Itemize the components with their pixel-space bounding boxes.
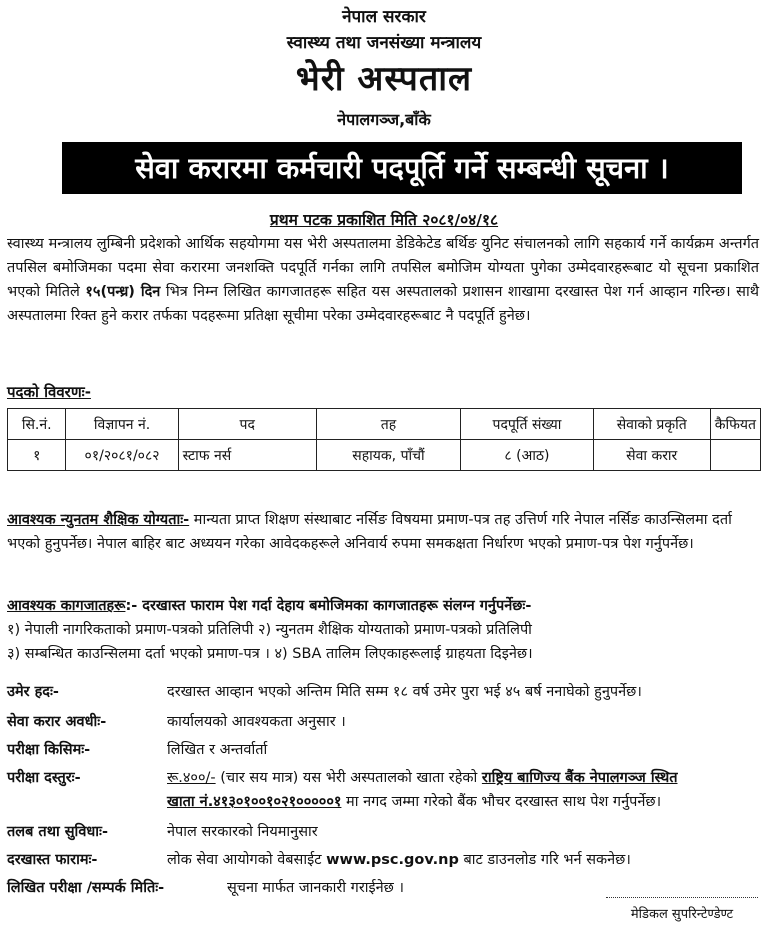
fee-label: परीक्षा दस्तुरः- bbox=[7, 770, 81, 786]
form-text-1: लोक सेवा आयोगको वेबसाईट bbox=[167, 852, 327, 868]
fee-amount: रू.४००/- bbox=[167, 770, 216, 786]
publication-date bbox=[0, 208, 768, 230]
salary-value: नेपाल सरकारको नियमानुसार bbox=[167, 824, 318, 840]
header-cell: तह bbox=[316, 409, 460, 440]
salary-label: तलब तथा सुविधाः- bbox=[7, 824, 108, 840]
documents-line-1: १) नेपाली नागरिकताको प्रमाण-पत्रको प्रतिलिपी २) न्युनतम शैक्षिक योग्यताको प्रमाण-पत्रको प्रतिलिपी bbox=[7, 622, 532, 638]
header-cell: पद bbox=[178, 409, 316, 440]
qualification-section bbox=[7, 508, 759, 556]
term-label: सेवा करार अवधीः- bbox=[7, 714, 107, 730]
documents-heading: :- दरखास्त फाराम पेश गर्दा देहाय बमोजिमका कागजातहरू संलग्न गर्नुपर्नेछः- bbox=[125, 598, 532, 614]
age-label: उमेर हदः- bbox=[7, 684, 59, 700]
table-cell: १ bbox=[8, 440, 66, 471]
table-cell: सहायक, पाँचौं bbox=[316, 440, 460, 471]
exam-type-value: लिखित र अन्तर्वार्ता bbox=[167, 742, 268, 758]
intro-deadline: १५(पन्ध्र) दिन bbox=[85, 284, 161, 300]
table-cell: स्टाफ नर्स bbox=[178, 440, 316, 471]
posts-heading: पदको विवरणः- bbox=[7, 383, 91, 401]
documents-section bbox=[7, 594, 759, 666]
fee-value bbox=[167, 766, 759, 814]
govt-name: नेपाल सरकार bbox=[342, 7, 426, 27]
header-cell: सि.नं. bbox=[8, 409, 66, 440]
contact-value: सूचना मार्फत जानकारी गराईनेछ । bbox=[227, 880, 404, 896]
header-cell: सेवाको प्रकृति bbox=[593, 409, 710, 440]
documents-line-2: ३) सम्बन्धित काउन्सिलमा दर्ता भएको प्रमाण-पत्र । ४) SBA तालिम लिएकाहरूलाई ग्राहयता दिइनेछ। bbox=[7, 646, 533, 662]
documents-heading-line bbox=[7, 594, 759, 618]
fee-account: खाता नं.४१३०१००१०२१०००००१ bbox=[167, 794, 342, 810]
table-cell bbox=[710, 440, 760, 471]
hospital-location: नेपालगञ्ज,बाँके bbox=[337, 110, 431, 129]
qualification-label: आवश्यक न्युनतम शैक्षिक योग्यताः- bbox=[7, 512, 190, 528]
header-cell: पदपूर्ति संख्या bbox=[461, 409, 594, 440]
header-cell: कैफियत bbox=[710, 409, 760, 440]
qualification-text: मान्यता प्राप्त शिक्षण संस्थाबाट नर्सिङ विषयमा प्रमाण-पत्र तह उत्तिर्ण गरि नेपाल नर्सिङ काउन्सिलमा दर्ता भएको हुनुपर्नेछ। नेपाल बाहिर बाट अध्ययन गरेका आवेदकहरूले अनिवार्य रुपमा समकक्षता निर्धारण भएको प्रमाण-पत्र पेश गर्नुपर्नेछ। bbox=[7, 512, 732, 552]
intro-paragraph bbox=[7, 232, 759, 328]
intro-part-2: भित्र निम्न लिखित कागजातहरू सहित यस अस्पतालको प्रशासन शाखामा दरखास्त पेश गर्न आव्हान गरिन्छ। साथै अस्पतालमा रिक्त हुने करार तर्फका पदहरूमा प्रतिक्षा सूचीमा परेका उम्मेदवारहरूबाट नै पदपूर्ति हुनेछ। bbox=[7, 284, 759, 324]
form-label: दरखास्त फारामः- bbox=[7, 852, 98, 868]
signature-title: मेडिकल सुपरिन्टेण्डेण्ट bbox=[630, 907, 734, 922]
table-row bbox=[8, 440, 761, 471]
fee-text-1: (चार सय मात्र) यस भेरी अस्पतालको खाता रहेको bbox=[215, 770, 482, 786]
publication-date-text: प्रथम पटक प्रकाशित मिति २०८१/०४/१८ bbox=[269, 211, 499, 229]
header-cell: विज्ञापन नं. bbox=[66, 409, 178, 440]
table-cell: ०१/२०८१/०८२ bbox=[66, 440, 178, 471]
fee-bank: राष्ट्रिय बाणिज्य बैंक नेपालगञ्ज स्थित bbox=[481, 770, 678, 786]
table-cell: ८ (आठ) bbox=[461, 440, 594, 471]
table-cell: सेवा करार bbox=[593, 440, 710, 471]
table-header-row bbox=[8, 409, 761, 440]
age-value: दरखास्त आव्हान भएको अन्तिम मिति सम्म १८ वर्ष उमेर पुरा भई ४५ बर्ष ननाघेको हुनुपर्नेछ। bbox=[167, 684, 642, 700]
ministry-name: स्वास्थ्य तथा जनसंख्या मन्त्रालय bbox=[286, 33, 482, 53]
term-value: कार्यालयको आवश्यकता अनुसार । bbox=[167, 714, 346, 730]
hospital-name: भेरी अस्पताल bbox=[295, 59, 473, 99]
fee-text-2: मा नगद जम्मा गरेको बैंक भौचर दरखास्त साथ पेश गर्नुपर्नेछ। bbox=[341, 794, 662, 810]
form-text-2: बाट डाउनलोड गरि भर्न सकनेछ। bbox=[458, 852, 631, 868]
psc-website-link[interactable]: www.psc.gov.np bbox=[326, 852, 459, 868]
contact-label: लिखित परीक्षा /सम्पर्क मितिः- bbox=[7, 880, 165, 896]
intro-part-1: स्वास्थ्य मन्त्रालय लुम्बिनी प्रदेशको आर्थिक सहयोगमा यस भेरी अस्पतालमा डेडिकेटेड बर्थिङ युनिट संचालनको लागि सहकार्य गर्ने कार्यक्रम अन्तर्गत तपसिल बमोजिमका पदमा सेवा करारमा जनशक्ति पदपूर्ति गर्नका लागि तपसिल बमोजिम योग्यता पुगेका उम्मेदवारहरूबाट यो सूचना प्रकाशित भएको मितिले bbox=[7, 236, 759, 300]
documents-label: आवश्यक कागजातहरू bbox=[7, 598, 126, 614]
signature-line bbox=[606, 897, 758, 898]
form-value bbox=[167, 848, 759, 872]
posts-table bbox=[7, 408, 761, 471]
exam-type-label: परीक्षा किसिमः- bbox=[7, 742, 91, 758]
notice-title-banner: सेवा करारमा कर्मचारी पदपूर्ति गर्ने सम्बन्धी सूचना । bbox=[62, 142, 742, 194]
